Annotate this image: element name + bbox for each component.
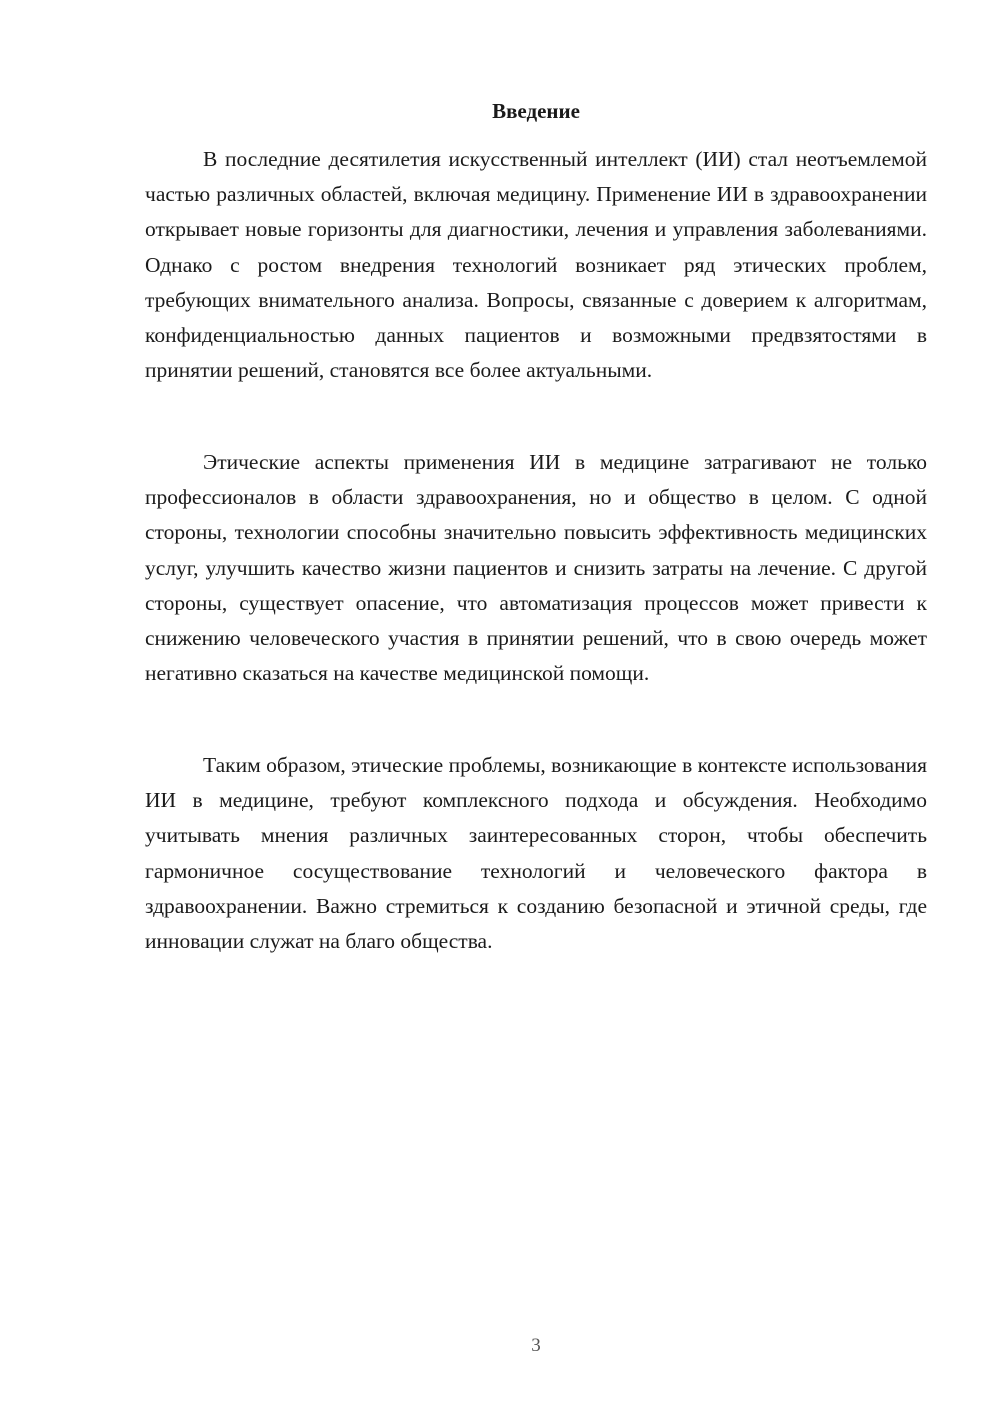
paragraph-2: Этические аспекты применения ИИ в медицине затрагивают не только профессионалов в области здравоохранения, но и общество в целом. С одной стороны, технологии способны значительно повысить эффективность медицинских услуг, улучшить качество жизни пациентов и снизить затраты на лечение. С другой стороны, существует опасение, что автоматизация процессов может привести к снижению человеческого участия в принятии решений, что в свою очередь может негативно сказаться на качестве медицинской помощи. — [145, 450, 927, 686]
page-number: 3 — [531, 1335, 541, 1356]
paragraph-1: В последние десятилетия искусственный интеллект (ИИ) стал неотъемлемой частью различных областей, включая медицину. Применение ИИ в здравоохранении открывает новые горизонты для диагностики, лечения и управления заболеваниями. Однако с ростом внедрения технологий возникает ряд этических проблем, требующих внимательного анализа. Вопросы, связанные с доверием к алгоритмам, конфиденциальностью данных пациентов и возможными предвзятостями в принятии решений, становятся все более актуальными. — [145, 147, 927, 383]
paragraph-3: Таким образом, этические проблемы, возникающие в контексте использования ИИ в медицине, требуют комплексного подхода и обсуждения. Необходимо учитывать мнения различных заинтересованных сторон, чтобы обеспечить гармоничное сосуществование технологий и человеческого фактора в здравоохранении. Важно стремиться к созданию безопасной и этичной среды, где инновации служат на благо общества. — [145, 753, 927, 954]
section-heading: Введение — [492, 99, 580, 123]
